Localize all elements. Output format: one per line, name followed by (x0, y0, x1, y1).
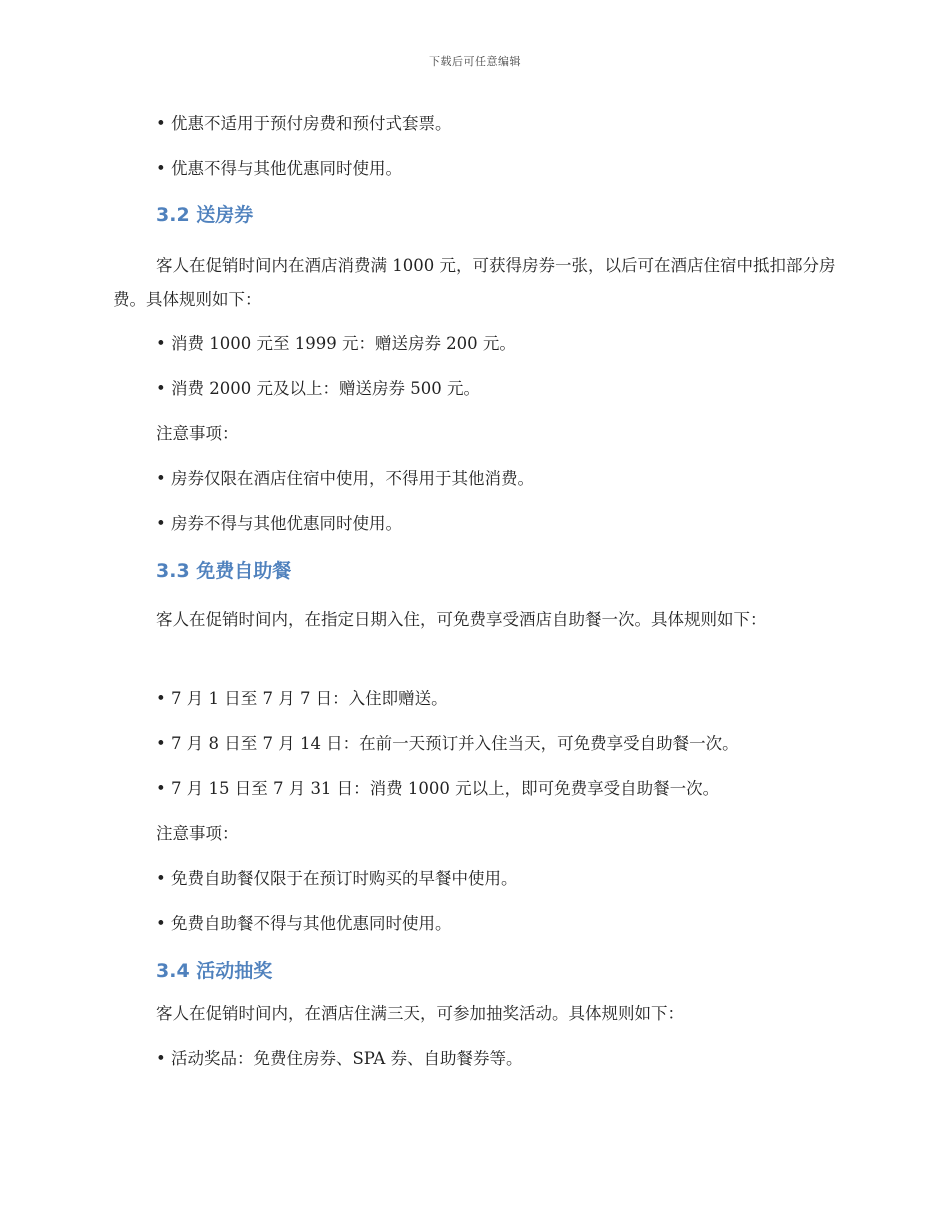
bullet-item: • 7 月 8 日至 7 月 14 日：在前一天预订并入住当天，可免费享受自助餐一次。 (156, 734, 739, 753)
bullet-item: • 房券仅限在酒店住宿中使用，不得用于其他消费。 (156, 469, 534, 488)
page-header: 下载后可任意编辑 (429, 55, 521, 68)
bullet-item: • 活动奖品：免费住房券、SPA 券、自助餐券等。 (156, 1049, 523, 1068)
bullet-item: • 免费自助餐不得与其他优惠同时使用。 (156, 914, 452, 933)
bullet-item: • 消费 1000 元至 1999 元：赠送房券 200 元。 (156, 334, 516, 353)
bullet-item: • 消费 2000 元及以上：赠送房券 500 元。 (156, 379, 480, 398)
section-heading-3-2: 3.2 送房券 (156, 204, 254, 226)
bullet-item: • 7 月 15 日至 7 月 31 日：消费 1000 元以上，即可免费享受自助餐一次。 (156, 779, 720, 798)
paragraph: 客人在促销时间内，在指定日期入住，可免费享受酒店自助餐一次。具体规则如下： (156, 610, 767, 629)
bullet-item: • 房券不得与其他优惠同时使用。 (156, 514, 402, 533)
bullet-item: • 优惠不适用于预付房费和预付式套票。 (156, 114, 452, 133)
section-heading-3-3: 3.3 免费自助餐 (156, 560, 292, 582)
bullet-item: • 免费自助餐仅限于在预订时购买的早餐中使用。 (156, 869, 518, 888)
paragraph: 客人在促销时间内，在酒店住满三天，可参加抽奖活动。具体规则如下： (156, 1004, 684, 1023)
bullet-item: • 优惠不得与其他优惠同时使用。 (156, 159, 402, 178)
note-label: 注意事项： (156, 824, 239, 843)
paragraph: 客人在促销时间内在酒店消费满 1000 元，可获得房券一张，以后可在酒店住宿中抵扣部分房费。具体规则如下： (113, 256, 836, 309)
section-heading-3-4: 3.4 活动抽奖 (156, 960, 273, 982)
note-label: 注意事项： (156, 424, 239, 443)
bullet-item: • 7 月 1 日至 7 月 7 日：入住即赠送。 (156, 689, 448, 708)
